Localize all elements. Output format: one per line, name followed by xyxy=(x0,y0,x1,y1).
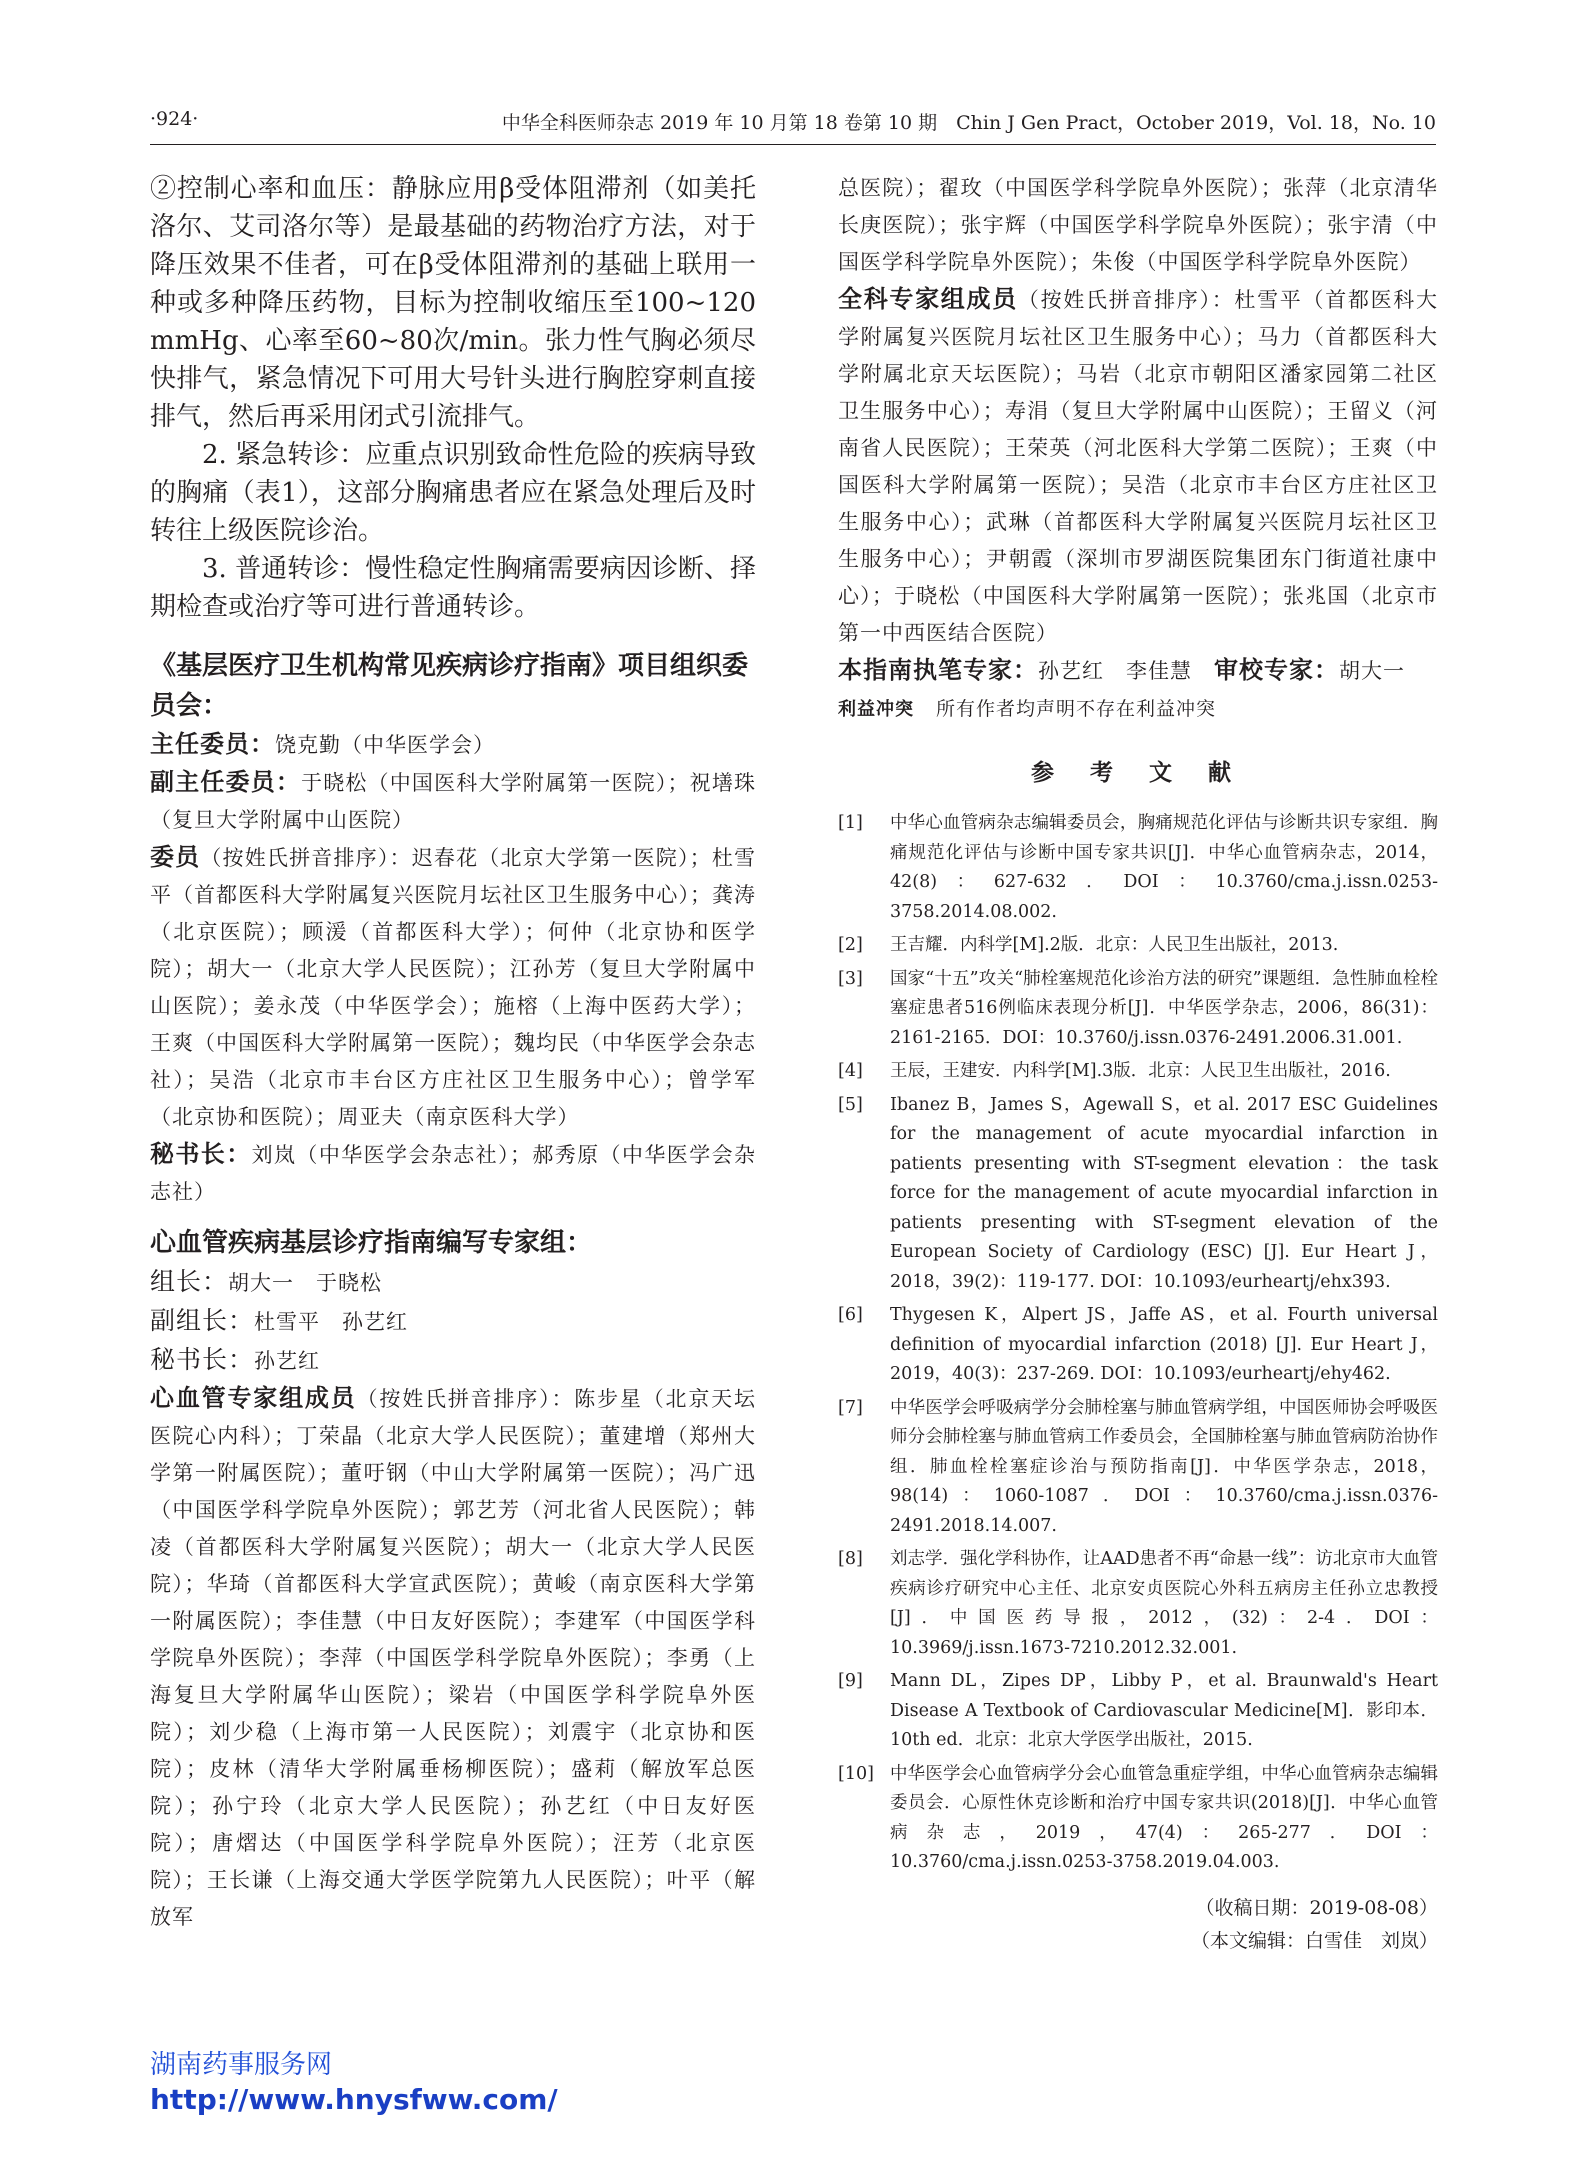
expert-group-title: 心血管疾病基层诊疗指南编写专家组： xyxy=(150,1228,593,1258)
members-label: 委员 xyxy=(150,843,201,871)
reference-text: Thygesen K，Alpert JS，Jaffe AS，et al. Fourth universal definition of myocardial infarction (2018) [J]. Eur Heart J，2019，40(3)：237-269. DOI：10.1093/eurheartj/ehy462. xyxy=(890,1305,1438,1384)
gp-experts-sort-note: （按姓氏拼音排序）： xyxy=(1017,288,1235,312)
editor-note: （本文编辑：白雪佳 刘岚） xyxy=(1190,1929,1438,1952)
members-names: 迟春花（北京大学第一医院）；杜雪平（首都医科大学附属复兴医院月坛社区卫生服务中心）；龚涛（北京医院）；顾湲（首都医科大学）；何仲（北京协和医学院）；胡大一（北京大学人民医院）；江孙芳（复旦大学附属中山医院）；姜永茂（中华医学会）；施榕（上海中医药大学）；王爽（中国医科大学附属第一医院）；魏均民（中华医学会杂志社）；吴浩（北京市丰台区方庄社区卫生服务中心）；曾学军（北京协和医院）；周亚夫（南京医科大学） xyxy=(150,846,757,1129)
paragraph-control-hr-bp: ②控制心率和血压：静脉应用β受体阻滞剂（如美托洛尔、艾司洛尔等）是最基础的药物治疗方法，对于降压效果不佳者，可在β受体阻滞剂的基础上联用一种或多种降压药物，目标为控制收缩压至100~120 mmHg、心率至60~80次/min。张力性气胸必须尽快排气，紧急情况下可用大号针头进行胸腔穿刺直接排气，然后再采用闭式引流排气。 xyxy=(150,174,756,432)
chair-label: 主任委员： xyxy=(150,730,275,758)
cv-experts-label: 心血管专家组成员 xyxy=(150,1384,357,1412)
reference-number: [7] xyxy=(838,1397,863,1418)
group-leader xyxy=(150,1263,756,1302)
secretary-label: 秘书长： xyxy=(150,1140,252,1168)
reference-number: [1] xyxy=(838,813,863,833)
committee-members xyxy=(150,839,756,1136)
reference-text: 中华医学会呼吸病学分会肺栓塞与肺血管病学组，中国医师协会呼吸医师分会肺栓塞与肺血管病工作委员会，全国肺栓塞与肺血管病防治协作组．肺血栓栓塞症诊治与预防指南[J]．中华医学杂志，2018，98(14)：1060-1087．DOI：10.3760/cma.j.issn.0376-2491.2018.14.007. xyxy=(890,1397,1438,1536)
reference-text: 国家“十五”攻关“肺栓塞规范化诊治方法的研究”课题组．急性肺血栓栓塞症患者516例临床表现分析[J]．中华医学杂志，2006，86(31)：2161-2165．DOI：10.3760/j.issn.0376-2491.2006.31.001. xyxy=(890,968,1438,1048)
members-sort-note: （按姓氏拼音排序）： xyxy=(200,846,412,870)
vice-leader-label: 副组长： xyxy=(150,1306,255,1335)
writer-names: 孙艺红 李佳慧 xyxy=(1038,659,1192,683)
page-number: ·924· xyxy=(150,108,199,130)
reference-number: [4] xyxy=(838,1061,863,1081)
gp-experts xyxy=(838,281,1438,652)
running-header xyxy=(150,108,1436,145)
committee-title: 《基层医疗卫生机构常见疾病诊疗指南》项目组织委员会： xyxy=(150,651,749,721)
cv-experts-names: 陈步星（北京天坛医院心内科）；丁荣晶（北京大学人民医院）；董建增（郑州大学第一附属医院）；董吁钢（中山大学附属第一医院）；冯广迅（中国医学科学院阜外医院）；郭艺芳（河北省人民医院）；韩凌（首都医科大学附属复兴医院）；胡大一（北京大学人民医院）；华琦（首都医科大学宣武医院）；黄峻（南京医科大学第一附属医院）；李佳慧（中日友好医院）；李建军（中国医学科学院阜外医院）；李萍（中国医学科学院阜外医院）；李勇（上海复旦大学附属华山医院）；梁岩（中国医学科学院阜外医院）；刘少稳（上海市第一人民医院）；刘震宇（北京协和医院）；皮林（清华大学附属垂杨柳医院）；盛莉（解放军总医院）；孙宁玲（北京大学人民医院）；孙艺红（中日友好医院）；唐熠达（中国医学科学院阜外医院）；汪芳（北京医院）；王长谦（上海交通大学医学院第九人民医院）；叶平（解放军 xyxy=(150,1387,757,1929)
reference-item xyxy=(838,1760,1438,1878)
reference-number: [5] xyxy=(838,1094,863,1115)
reference-item xyxy=(838,1301,1438,1390)
reference-text: 刘志学．强化学科协作，让AAD患者不再“命悬一线”：访北京市大血管疾病诊疗研究中心主任、北京安贞医院心外科五病房主任孙立忠教授[J]．中国医药导报，2012，(32)：2-4．DOI：10.3969/j.issn.1673-7210.2012.32.001. xyxy=(890,1549,1438,1658)
received-date: （收稿日期：2019-08-08） xyxy=(1195,1896,1438,1919)
references-list xyxy=(838,809,1438,1878)
reference-number: [6] xyxy=(838,1305,863,1325)
reference-item xyxy=(838,1091,1438,1298)
site-url[interactable]: http://www.hnysfww.com/ xyxy=(150,2083,558,2116)
reference-number: [8] xyxy=(838,1549,863,1569)
committee-vice-chair xyxy=(150,764,756,839)
reference-item xyxy=(838,1545,1438,1663)
reference-text: Ibanez B，James S，Agewall S，et al. 2017 ESC Guidelines for the management of acute myocardial infarction in patients presenting with ST-segment elevation：the task force for the management of acute myocardial infarction in patients presenting with ST-segment elevation of the European Society of Cardiology (ESC) [J]. Eur Heart J，2018，39(2)：119-177. DOI：10.1093/eurheartj/ehx393. xyxy=(890,1094,1438,1292)
cv-experts-sort-note: （按姓氏拼音排序）： xyxy=(356,1387,575,1411)
leader-label: 组长： xyxy=(150,1267,229,1296)
reference-item xyxy=(838,931,1438,961)
committee-secretary xyxy=(150,1136,756,1211)
reference-number: [2] xyxy=(838,935,863,955)
cv-experts-continued: 总医院）；翟玫（中国医学科学院阜外医院）；张萍（北京清华长庚医院）；张宇辉（中国医学科学院阜外医院）；张宇清（中国医学科学院阜外医院）；朱俊（中国医学科学院阜外医院） xyxy=(838,176,1438,274)
group-secretary-names: 孙艺红 xyxy=(254,1349,321,1373)
writer-label: 本指南执笔专家： xyxy=(838,656,1038,684)
reference-text: 王辰，王建安．内科学[M].3版．北京：人民卫生出版社，2016. xyxy=(890,1061,1391,1081)
group-vice-leader xyxy=(150,1302,756,1341)
paragraph-general-referral: 3. 普通转诊：慢性稳定性胸痛需要病因诊断、择期检查或治疗等可进行普通转诊。 xyxy=(150,554,756,622)
committee-chair xyxy=(150,726,756,764)
conflict-label: 利益冲突 xyxy=(838,699,914,720)
chair-names: 饶克勤（中华医学会） xyxy=(275,733,495,757)
reference-number: [9] xyxy=(838,1671,863,1691)
writers-reviewers xyxy=(838,652,1438,690)
vice-chair-label: 副主任委员： xyxy=(150,768,302,796)
watermark-footer xyxy=(150,2048,558,2118)
gp-experts-names: 杜雪平（首都医科大学附属复兴医院月坛社区卫生服务中心）；马力（首都医科大学附属北京天坛医院）；马岩（北京市朝阳区潘家园第二社区卫生服务中心）；寿涓（复旦大学附属中山医院）；王留义（河南省人民医院）；王荣英（河北医科大学第二医院）；王爽（中国医科大学附属第一医院）；吴浩（北京市丰台区方庄社区卫生服务中心）；武琳（首都医科大学附属复兴医院月坛社区卫生服务中心）；尹朝霞（深圳市罗湖医院集团东门街道社康中心）；于晓松（中国医科大学附属第一医院）；张兆国（北京市第一中西医结合医院） xyxy=(838,288,1439,645)
reference-text: 王吉耀．内科学[M].2版．北京：人民卫生出版社，2013. xyxy=(890,935,1339,955)
reference-number: [10] xyxy=(838,1763,874,1784)
vice-leader-names: 杜雪平 孙艺红 xyxy=(254,1310,409,1334)
left-column xyxy=(150,170,756,1936)
right-column xyxy=(838,170,1438,1958)
group-secretary-label: 秘书长： xyxy=(150,1345,255,1374)
reviewer-label: 审校专家： xyxy=(1214,656,1339,684)
reference-item xyxy=(838,1057,1438,1087)
cv-experts xyxy=(150,1380,756,1936)
paragraph-urgent-referral: 2. 紧急转诊：应重点识别致命性危险的疾病导致的胸痛（表1），这部分胸痛患者应在紧急处理后及时转往上级医院诊治。 xyxy=(150,440,756,546)
vice-chair-names: 于晓松（中国医科大学附属第一医院）；祝墡珠（复旦大学附属中山医院） xyxy=(150,771,757,832)
gp-experts-label: 全科专家组成员 xyxy=(838,285,1018,313)
reference-text: 中华心血管病杂志编辑委员会，胸痛规范化评估与诊断共识专家组．胸痛规范化评估与诊断中国专家共识[J]．中华心血管病杂志，2014，42(8)：627-632．DOI：10.3760/cma.j.issn.0253-3758.2014.08.002. xyxy=(890,813,1438,922)
site-name: 湖南药事服务网 xyxy=(150,2050,333,2080)
leader-names: 胡大一 于晓松 xyxy=(228,1271,383,1295)
reference-item xyxy=(838,1667,1438,1756)
reference-item xyxy=(838,809,1438,927)
reference-item xyxy=(838,1394,1438,1542)
conflict-of-interest xyxy=(838,690,1438,728)
reference-text: Mann DL，Zipes DP，Libby P，et al. Braunwald's Heart Disease A Textbook of Cardiovascular Medicine[M]．影印本．10th ed．北京：北京大学医学出版社，2015. xyxy=(890,1671,1438,1750)
references-title: 参 考 文 献 xyxy=(1030,760,1246,786)
group-secretary xyxy=(150,1341,756,1380)
reference-item xyxy=(838,965,1438,1054)
journal-citation: 中华全科医师杂志 2019 年 10 月第 18 卷第 10 期 Chin J Gen Pract，October 2019，Vol. 18，No. 10 xyxy=(501,112,1436,134)
conflict-text: 所有作者均声明不存在利益冲突 xyxy=(936,698,1217,720)
reviewer-names: 胡大一 xyxy=(1339,659,1405,683)
reference-number: [3] xyxy=(838,968,863,989)
secretary-names: 刘岚（中华医学会杂志社）；郝秀原（中华医学会杂志社） xyxy=(150,1143,757,1204)
reference-text: 中华医学会心血管病学分会心血管急重症学组，中华心血管病杂志编辑委员会．心原性休克诊断和治疗中国专家共识(2018)[J]．中华心血管病杂志，2019，47(4)：265-277．DOI：10.3760/cma.j.issn.0253-3758.2019.04.003. xyxy=(890,1763,1438,1872)
